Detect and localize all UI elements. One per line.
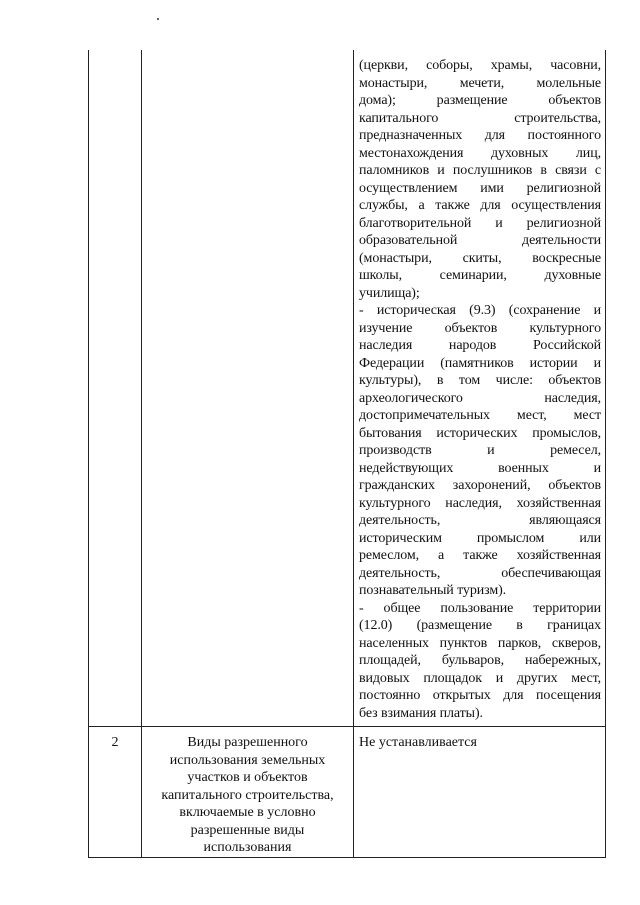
cell-number-empty: [89, 50, 142, 727]
name-line: капитального строительства,: [161, 787, 334, 803]
text-line: осуществлением ими религиозной: [359, 180, 601, 196]
scan-speck: [157, 18, 159, 20]
text-line: деятельность, обеспечивающая: [359, 565, 601, 581]
name-line: использования: [203, 840, 292, 855]
text-line: училища);: [359, 285, 420, 301]
text-line: бытования исторических промыслов,: [359, 425, 601, 441]
cell-row-number: [89, 727, 142, 858]
text-line: изучение объектов культурного: [359, 320, 601, 336]
table-row-2: [89, 727, 606, 858]
name-line: использования земельных: [169, 752, 326, 768]
text-line: благотворительной и религиозной: [359, 215, 601, 231]
name-line: Виды разрешенного: [187, 735, 308, 750]
text-line: образовательной деятельности: [359, 233, 601, 248]
text-line: предназначенных для постоянного: [359, 128, 601, 143]
text-line: школы, семинарии, духовные: [359, 268, 601, 283]
text-line: капитального строительства,: [359, 110, 601, 126]
use-category-text: [142, 727, 353, 857]
text-line: наследия народов Российской: [359, 338, 601, 353]
name-line: разрешенные виды: [190, 822, 305, 838]
text-line: без взимания платы).: [359, 705, 483, 721]
text-line: населенных пунктов парков, скверов,: [359, 635, 601, 651]
text-line: историческим промыслом или: [359, 530, 601, 546]
text-line: Федерации (памятников истории и: [359, 355, 601, 371]
regulations-table: [88, 50, 606, 858]
text-line: монастыри, мечети, молельные: [359, 75, 601, 91]
text-line: познавательный туризм).: [359, 583, 507, 598]
text-line: службы, а также для осуществления: [359, 198, 601, 213]
text-line: (церкви, соборы, храмы, часовни,: [359, 58, 601, 73]
text-line: культуры), в том числе: объектов: [359, 373, 601, 388]
text-line: площадей, бульваров, набережных,: [359, 653, 601, 668]
text-line: - общее пользование территории: [359, 600, 601, 616]
cell-use-value: [354, 727, 606, 858]
use-value-text: Не устанавливается: [359, 735, 477, 750]
text-line: ремеслом, а также хозяйственная: [359, 548, 601, 563]
text-line: дома); размещение объектов: [359, 93, 601, 108]
text-line: археологического наследия,: [359, 390, 601, 406]
permitted-uses-text: [354, 50, 605, 726]
cell-name-empty: [142, 50, 354, 727]
name-line: участков и объектов: [187, 770, 308, 785]
text-line: (12.0) (размещение в границах: [359, 618, 601, 633]
text-line: (монастыри, скиты, воскресные: [359, 250, 601, 266]
text-line: производств и ремесел,: [359, 443, 601, 458]
name-line: включаемые в условно: [179, 805, 316, 820]
text-line: достопримечательных мест, мест: [359, 408, 601, 423]
text-line: - историческая (9.3) (сохранение и: [359, 303, 601, 318]
text-line: недействующих военных и: [359, 460, 601, 476]
text-line: деятельность, являющаяся: [359, 513, 601, 528]
text-line: гражданских захоронений, объектов: [359, 478, 601, 493]
text-line: местонахождения духовных лиц,: [359, 145, 601, 161]
row-number: 2: [111, 735, 119, 750]
text-line: паломников и послушников в связи с: [359, 163, 601, 178]
text-line: постоянно открытых для посещения: [359, 688, 601, 703]
text-line: видовых площадок и других мест,: [359, 670, 601, 686]
cell-permitted-uses-continued: [354, 50, 606, 727]
cell-use-category: [142, 727, 354, 858]
text-line: культурного наследия, хозяйственная: [359, 495, 601, 511]
table-row-continuation: [89, 50, 606, 727]
